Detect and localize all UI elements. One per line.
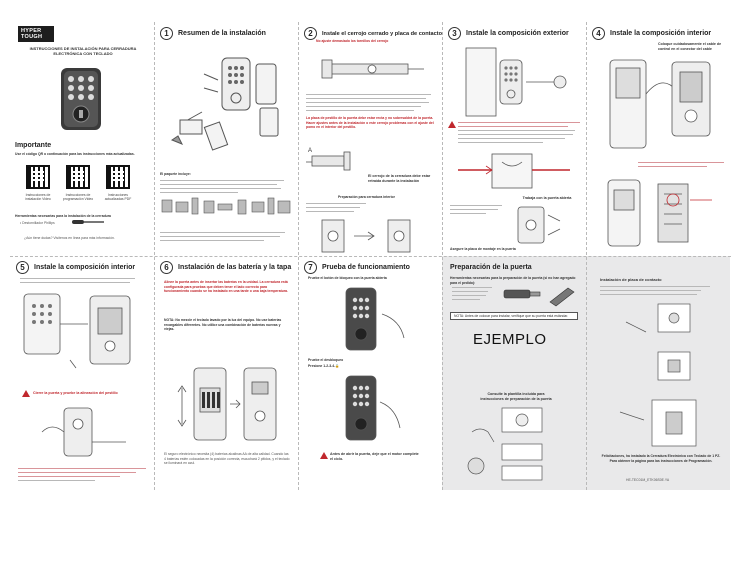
step-3-notes bbox=[450, 205, 502, 217]
footer-note: ¿Aún tiene dudas? Visítenos en línea para más información. bbox=[24, 236, 115, 240]
prep-tool-list bbox=[452, 287, 492, 303]
qr-caption: Instrucciones de programación Video bbox=[62, 193, 94, 201]
qr-code[interactable] bbox=[106, 165, 130, 189]
package-list bbox=[160, 180, 290, 196]
step-title: Instale el cerrojo cerrado y placa de contacto bbox=[322, 30, 442, 37]
test-unlock: Pruebe el desbloqueo bbox=[308, 358, 344, 362]
step-5-bottom-text bbox=[18, 468, 146, 484]
step-3-warning-text bbox=[458, 122, 580, 146]
qr-code[interactable] bbox=[66, 165, 90, 189]
step-1-footnote bbox=[160, 232, 290, 244]
mounting-plate-illustration bbox=[504, 205, 574, 245]
tools-heading: Herramientas necesarias para la instalación de la cerradura bbox=[15, 214, 111, 218]
drill-tools-illustration bbox=[500, 282, 580, 308]
step-title: Instale la composición interior bbox=[610, 30, 712, 37]
warning-icon bbox=[320, 452, 328, 459]
step-7-bottom: Antes de abrir la puerta, deje que el motor complete el ciclo. bbox=[330, 452, 419, 461]
cover-panel bbox=[10, 22, 154, 256]
interior-install-illustration bbox=[20, 286, 144, 382]
tools-item: • Destornillador Phillips bbox=[20, 221, 55, 225]
screwdriver-icon bbox=[72, 218, 106, 226]
prep-heading: Preparación para cerradura interior bbox=[338, 195, 395, 199]
lock-test-illustration bbox=[322, 284, 422, 354]
document-code: HE-TEC01M_ETK06S0E.YA bbox=[626, 478, 670, 482]
step-number: 2 bbox=[304, 27, 317, 40]
step-2-note: No ajuste demasiado los tornillos del cerrojo bbox=[316, 39, 389, 43]
important-heading: Importante bbox=[15, 142, 52, 149]
step-title: Instale la composición exterior bbox=[466, 30, 569, 37]
prep-tools: Herramientas necesarias para la preparación de la puerta (si no han agregado para el pedido): bbox=[450, 276, 576, 285]
step-6-panel bbox=[154, 256, 298, 490]
cable-routing-illustration bbox=[452, 150, 576, 192]
svg-text:A: A bbox=[308, 148, 313, 154]
deadbolt-latch-illustration bbox=[308, 46, 432, 90]
strike-instructions bbox=[600, 286, 710, 298]
instruction-sheet bbox=[10, 22, 731, 490]
hardware-parts-row bbox=[160, 196, 292, 222]
door-prep-content bbox=[442, 256, 586, 490]
latch-insert-illustration bbox=[304, 142, 362, 182]
step-title: Prueba de funcionamiento bbox=[322, 264, 410, 271]
prep-note-box: NOTA: Antes de colocar para instalar, verifique que su puerta está estándar. bbox=[450, 312, 578, 320]
cover-title: INSTRUCCIONES DE INSTALACIÓN PARA CERRADURA ELECTRÓNICA CON TECLADO bbox=[29, 46, 137, 56]
package-heading: El paquete incluye: bbox=[160, 172, 191, 176]
step-number: 4 bbox=[592, 27, 605, 40]
step-2-callout: El cerrojo de la cerradura debe estar retraída durante la instalación bbox=[368, 174, 431, 183]
qr-code[interactable] bbox=[26, 165, 50, 189]
strike-plate-illustration bbox=[606, 302, 716, 452]
warning-icon bbox=[448, 121, 456, 128]
important-text: Use el código QR o continuación para las instrucciones más actualizadas. bbox=[15, 152, 135, 156]
step-4-callout: Coloque cuidadosamente el cable de control en el conector del cable bbox=[658, 42, 722, 51]
strike-title: Instalación de placa de contacto bbox=[600, 277, 662, 282]
step-5-panel bbox=[10, 256, 154, 490]
step-number: 6 bbox=[160, 261, 173, 274]
prep-notes bbox=[306, 203, 366, 215]
prep-callout: Consulte la plantilla incluida para instrucciones de preparación de la puerta bbox=[480, 392, 552, 401]
step-title: Instalación de las batería y la tapa bbox=[178, 264, 292, 271]
sample-watermark: EJEMPLO bbox=[473, 331, 547, 348]
qr-caption: Instrucciones actualizadas PDF bbox=[104, 193, 132, 201]
step-title: Instale la composición interior bbox=[34, 264, 136, 271]
step-2-instructions bbox=[306, 94, 434, 114]
step-3-bottom: Asegure la placa de montaje en la puerta bbox=[450, 247, 516, 251]
step-title: Resumen de la instalación bbox=[178, 30, 266, 37]
brand-logo: HYPER TOUGH bbox=[18, 26, 54, 42]
prep-title: Preparación de la puerta bbox=[450, 264, 532, 271]
step-5-callout: Cierre la puerta y pruebe la alineación del pestillo bbox=[33, 391, 118, 395]
step-1-panel bbox=[154, 22, 298, 256]
step-4-red-note bbox=[638, 162, 724, 170]
test-lock: Pruebe el botón de bloqueo con la puerta abierta bbox=[308, 276, 387, 280]
step-5-notes bbox=[20, 278, 140, 286]
step-2-warning: La placa de pestillo de la puerta debe estar recta y no sobresaldrá de la puerta. Hacer ajustes antes de la instalación o este cerrojo problemas con el ajuste del pomo en el interior del pestillo. bbox=[306, 116, 434, 130]
warning-icon bbox=[22, 390, 30, 397]
qr-caption: Instrucciones de instalación Video bbox=[25, 193, 51, 201]
step-6-bottom: El seguro electrónico necesita (4) baterías alcalinas AA de alta calidad. Cuando las 4 baterías estén colocadas en la posición correcta, escuchará 2 pitidos, y el teclado se iluminará en azul. bbox=[164, 452, 290, 466]
step-2-panel bbox=[298, 22, 442, 256]
step-number: 5 bbox=[16, 261, 29, 274]
battery-cover-illustration bbox=[174, 358, 284, 448]
exploded-view-illustration bbox=[164, 44, 292, 154]
step-4-panel bbox=[586, 22, 731, 256]
door-test-illustration bbox=[34, 402, 134, 464]
strike-footer: Felicitaciones, ha instalado la Cerradura Electrónica con Teclado de 1 PZ. Para obtener la página para las instrucciones de Programación. bbox=[601, 454, 721, 463]
step-6-nota: NOTA: No mezcle el teclado lavado por la luz del equipo. No use baterías recargables diferentes. No utilice una combinación de baterías nuevas y viejas. bbox=[164, 318, 282, 332]
step-number: 7 bbox=[304, 261, 317, 274]
unlock-test-illustration bbox=[322, 372, 422, 446]
step-number: 1 bbox=[160, 27, 173, 40]
exterior-assembly-illustration bbox=[462, 46, 572, 118]
step-3-panel bbox=[442, 22, 586, 256]
interior-detail-illustration bbox=[602, 174, 720, 252]
door-template-illustration bbox=[462, 404, 572, 486]
strike-plate-panel bbox=[586, 256, 731, 490]
step-7-panel bbox=[298, 256, 442, 490]
step-6-intro: Alinee la puerta antes de insertar las baterías en la unidad. La cerradura está configurada para pruebas que deben tener el lado correcto para funcionamiento cuando se ha instalado en una tarde o una baja temperatura. bbox=[164, 280, 288, 294]
door-edge-illustration bbox=[318, 218, 428, 254]
keypad-deadbolt-image bbox=[53, 66, 109, 132]
interior-assembly-illustration bbox=[596, 54, 720, 160]
step-number: 3 bbox=[448, 27, 461, 40]
step-3-callout: Trabaja con la puerta abierta bbox=[522, 196, 572, 200]
unlock-code: Presione 1-2-3-4-🔓 bbox=[308, 364, 340, 368]
